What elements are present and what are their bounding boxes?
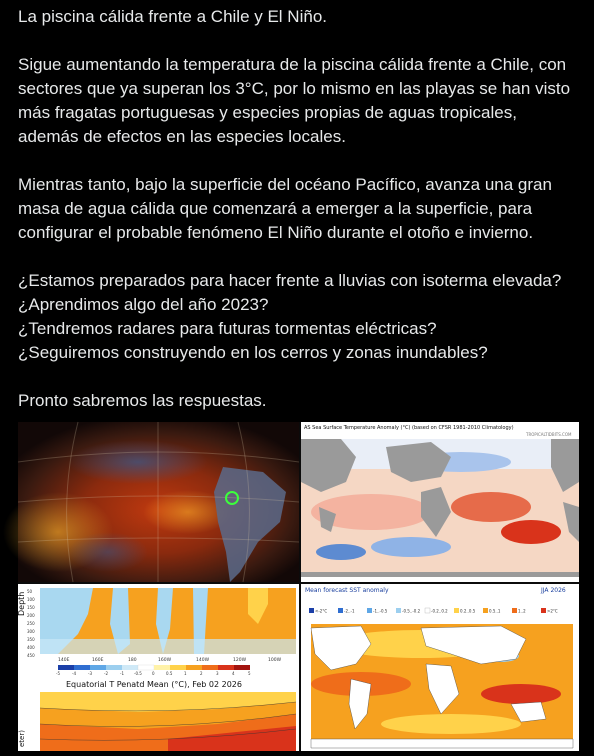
depth-tick: 50 (27, 589, 33, 594)
colorbar-tick: -5 (56, 671, 60, 676)
colorbar-tick: -1 (120, 671, 124, 676)
depth-tick: 200 (27, 613, 35, 618)
question-line: ¿Estamos preparados para hacer frente a lluvias con isoterma elevada? (18, 271, 562, 290)
paragraph-line: Mientras tanto, bajo la superficie del océano Pacífico, avanza una gran (18, 175, 552, 194)
question-line: ¿Tendremos radares para futuras tormentas eléctricas? (18, 319, 437, 338)
anom-legend-labels (315, 609, 558, 614)
forecast-anomaly-image[interactable] (301, 584, 579, 751)
closing-line: Pronto sabremos las respuestas. (18, 391, 267, 410)
paragraph-line: más fragatas portuguesas y especies propias de aguas tropicales, (18, 103, 517, 122)
depth-x-tick: 120W (233, 658, 247, 663)
paragraph-line: además de efectos en las especies locales. (18, 127, 346, 146)
depth-chart-title: Equatorial T Penatd Mean (°C), Feb 02 2026 (66, 680, 242, 689)
depth-x-tick: 140E (58, 658, 70, 663)
depth-y-ticks (27, 589, 35, 658)
depth-tick: 150 (27, 605, 35, 610)
sst-anomaly-map (301, 422, 579, 582)
sst-anomaly-image[interactable] (301, 422, 579, 582)
equatorial-depth-image[interactable] (18, 584, 299, 751)
equatorial-depth-chart (18, 584, 299, 751)
depth-x-tick: 100W (268, 658, 282, 663)
depth-tick: 250 (27, 621, 35, 626)
paragraph-line: sectores que ya superan los 3°C, por lo mismo en las playas se han visto (18, 79, 571, 98)
depth-tick: 400 (27, 645, 35, 650)
colorbar-tick: 4 (232, 671, 235, 676)
legend-label: -1..-0.5 (373, 608, 388, 614)
colorbar-tick: 0.5 (166, 671, 173, 676)
legend-label: 0.5..1 (489, 608, 501, 614)
media-grid (18, 422, 579, 751)
lower-axis-label: eter) (18, 730, 26, 747)
colorbar-tick: 1 (184, 671, 187, 676)
legend-label: >2°C (547, 608, 558, 614)
paragraph-2 (18, 173, 552, 245)
colorbar-tick: 0 (152, 671, 155, 676)
legend-label: 1..2 (518, 608, 526, 614)
paragraph-3 (18, 269, 561, 365)
colorbar-tick: 2 (200, 671, 203, 676)
question-line: ¿Aprendimos algo del año 2023? (18, 295, 269, 314)
paragraph-line: Sigue aumentando la temperatura de la piscina cálida frente a Chile, con (18, 55, 567, 74)
depth-x-tick: 140W (196, 658, 210, 663)
depth-x-tick: 160E (92, 658, 104, 663)
anom-period: JJA 2026 (541, 587, 566, 594)
legend-label: 0.2..0.5 (460, 608, 476, 614)
legend-label: -2..-1 (344, 608, 355, 614)
colorbar-tick: -4 (72, 671, 76, 676)
globe-sst-image[interactable] (18, 422, 299, 582)
paragraph-line: configurar el probable fenómeno El Niño durante el otoño e invierno. (18, 223, 534, 242)
forecast-anomaly-map (301, 584, 579, 751)
globe-map (18, 422, 299, 582)
depth-axis-label: Depth (17, 591, 26, 616)
colorbar-tick: -2 (104, 671, 108, 676)
colorbar-tick: 3 (216, 671, 219, 676)
depth-tick: 100 (27, 597, 35, 602)
paragraph-1 (18, 53, 570, 149)
depth-colorbar (58, 665, 250, 670)
question-line: ¿Seguiremos construyendo en los cerros y zonas inundables? (18, 343, 488, 362)
colorbar-tick: -3 (88, 671, 92, 676)
depth-tick: 450 (27, 653, 35, 658)
depth-tick: 350 (27, 637, 35, 642)
depth-x-tick: 180 (128, 658, 137, 663)
colorbar-tick: 5 (248, 671, 251, 676)
legend-label: <-2°C (315, 608, 328, 614)
depth-x-tick: 160W (158, 658, 172, 663)
legend-label: -0.5..-0.2 (402, 608, 421, 614)
post-title: La piscina cálida frente a Chile y El Niño. (18, 7, 327, 26)
legend-label: -0.2..0.2 (431, 608, 448, 614)
anom-title: Mean forecast SST anomaly (305, 587, 389, 594)
depth-tick: 300 (27, 629, 35, 634)
sst-map-brand: TROPICALTIDBITS.COM (526, 432, 572, 437)
sst-map-title: AS Sea Surface Temperature Anomaly (°C) (based on CFSR 1981-2010 Climatology) (304, 425, 514, 431)
colorbar-tick: -0.5 (134, 671, 142, 676)
paragraph-line: masa de agua cálida que comenzará a emerger a la superficie, para (18, 199, 533, 218)
